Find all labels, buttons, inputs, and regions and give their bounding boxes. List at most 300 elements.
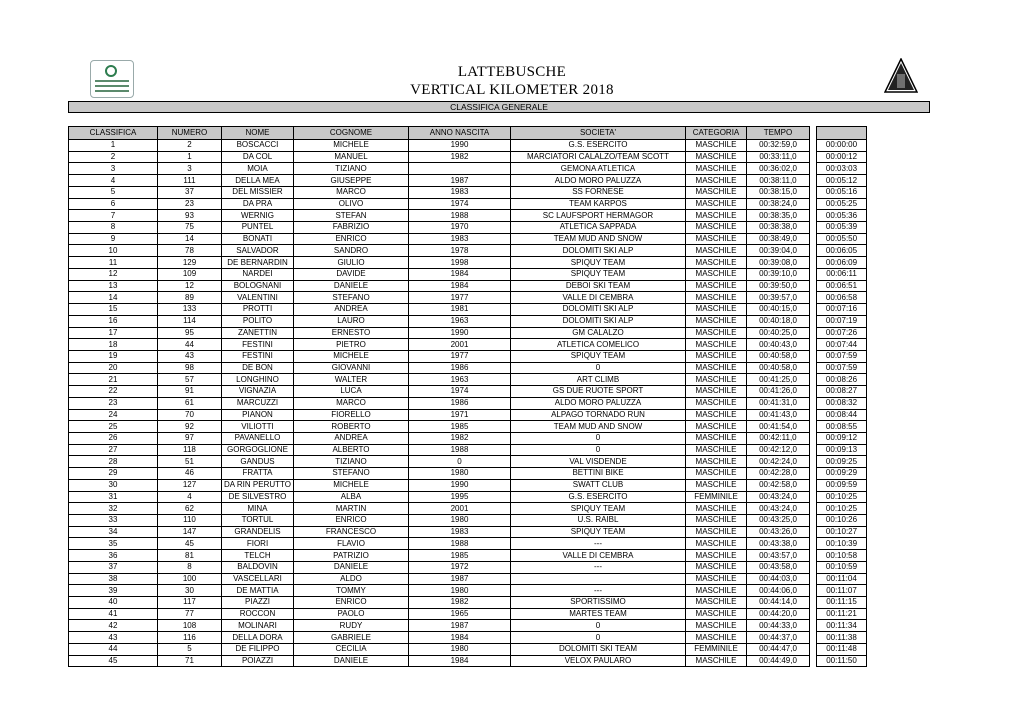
club-cell: SPIQUY TEAM (511, 257, 686, 269)
birth-year-cell: 2001 (409, 339, 511, 351)
gap-cell: 00:08:27 (817, 386, 867, 398)
gap-cell: 00:09:12 (817, 432, 867, 444)
birth-year-cell: 1965 (409, 608, 511, 620)
first-name-cell: MINA (222, 503, 294, 515)
rank-cell: 34 (69, 526, 158, 538)
table-row (69, 608, 867, 620)
rank-cell: 8 (69, 222, 158, 234)
column-header: COGNOME (294, 127, 409, 140)
gap-cell: 00:05:12 (817, 175, 867, 187)
time-cell: 00:43:24,0 (747, 491, 810, 503)
club-cell: G.S. ESERCITO (511, 140, 686, 152)
first-name-cell: PROTTI (222, 304, 294, 316)
bib-number-cell: 118 (158, 444, 222, 456)
first-name-cell: DA RIN PERUTTO (222, 479, 294, 491)
time-cell: 00:41:54,0 (747, 421, 810, 433)
table-header-row (69, 127, 867, 140)
last-name-cell: PAOLO (294, 608, 409, 620)
time-cell: 00:42:12,0 (747, 444, 810, 456)
first-name-cell: LONGHINO (222, 374, 294, 386)
first-name-cell: BONATI (222, 233, 294, 245)
table-row (69, 350, 867, 362)
gap-cell: 00:06:58 (817, 292, 867, 304)
gap-cell: 00:10:59 (817, 561, 867, 573)
bib-number-cell: 116 (158, 632, 222, 644)
category-cell: MASCHILE (686, 432, 747, 444)
club-cell: GS DUE RUOTE SPORT (511, 386, 686, 398)
gap-cell: 00:05:39 (817, 222, 867, 234)
column-gap (810, 526, 817, 538)
column-gap (810, 386, 817, 398)
time-cell: 00:44:20,0 (747, 608, 810, 620)
time-cell: 00:43:58,0 (747, 561, 810, 573)
first-name-cell: BALDOVIN (222, 561, 294, 573)
table-row (69, 315, 867, 327)
category-cell: MASCHILE (686, 456, 747, 468)
first-name-cell: PUNTEL (222, 222, 294, 234)
birth-year-cell: 1984 (409, 280, 511, 292)
category-cell: FEMMINILE (686, 643, 747, 655)
rank-cell: 33 (69, 515, 158, 527)
last-name-cell: TOMMY (294, 585, 409, 597)
first-name-cell: BOSCACCI (222, 140, 294, 152)
category-cell: MASCHILE (686, 573, 747, 585)
time-cell: 00:41:25,0 (747, 374, 810, 386)
gap-cell: 00:06:05 (817, 245, 867, 257)
last-name-cell: ANDREA (294, 432, 409, 444)
rank-cell: 9 (69, 233, 158, 245)
time-cell: 00:41:26,0 (747, 386, 810, 398)
club-cell: ALDO MORO PALUZZA (511, 397, 686, 409)
bib-number-cell: 45 (158, 538, 222, 550)
column-gap (810, 304, 817, 316)
gap-cell: 00:11:15 (817, 597, 867, 609)
club-cell: VALLE DI CEMBRA (511, 292, 686, 304)
rank-cell: 29 (69, 468, 158, 480)
rank-cell: 5 (69, 186, 158, 198)
birth-year-cell: 1984 (409, 268, 511, 280)
bib-number-cell: 114 (158, 315, 222, 327)
column-gap (810, 233, 817, 245)
rank-cell: 14 (69, 292, 158, 304)
rank-cell: 23 (69, 397, 158, 409)
birth-year-cell: 1985 (409, 550, 511, 562)
bib-number-cell: 91 (158, 386, 222, 398)
category-cell: MASCHILE (686, 175, 747, 187)
table-row (69, 257, 867, 269)
column-gap (810, 468, 817, 480)
birth-year-cell: 1974 (409, 198, 511, 210)
table-row (69, 468, 867, 480)
birth-year-cell: 1983 (409, 526, 511, 538)
time-cell: 00:38:15,0 (747, 186, 810, 198)
first-name-cell: DE SILVESTRO (222, 491, 294, 503)
category-cell: MASCHILE (686, 198, 747, 210)
time-cell: 00:39:08,0 (747, 257, 810, 269)
table-row (69, 163, 867, 175)
bib-number-cell: 75 (158, 222, 222, 234)
table-row (69, 268, 867, 280)
club-cell: ART CLIMB (511, 374, 686, 386)
gap-cell: 00:07:16 (817, 304, 867, 316)
club-cell: TEAM MUD AND SNOW (511, 421, 686, 433)
last-name-cell: STEFAN (294, 210, 409, 222)
first-name-cell: ROCCON (222, 608, 294, 620)
bib-number-cell: 5 (158, 643, 222, 655)
birth-year-cell (409, 163, 511, 175)
bib-number-cell: 81 (158, 550, 222, 562)
column-header: ANNO NASCITA (409, 127, 511, 140)
category-cell: MASCHILE (686, 538, 747, 550)
birth-year-cell: 1983 (409, 186, 511, 198)
last-name-cell: SANDRO (294, 245, 409, 257)
time-cell: 00:40:15,0 (747, 304, 810, 316)
gap-cell: 00:10:39 (817, 538, 867, 550)
club-cell: GM CALALZO (511, 327, 686, 339)
gap-cell: 00:07:59 (817, 350, 867, 362)
gap-cell: 00:11:07 (817, 585, 867, 597)
gap-cell: 00:09:59 (817, 479, 867, 491)
bib-number-cell: 2 (158, 140, 222, 152)
category-cell: MASCHILE (686, 468, 747, 480)
bib-number-cell: 46 (158, 468, 222, 480)
table-row (69, 175, 867, 187)
rank-cell: 13 (69, 280, 158, 292)
time-cell: 00:32:59,0 (747, 140, 810, 152)
club-cell: SPIQUY TEAM (511, 526, 686, 538)
bib-number-cell: 127 (158, 479, 222, 491)
bib-number-cell: 110 (158, 515, 222, 527)
time-cell: 00:43:24,0 (747, 503, 810, 515)
club-cell: SPIQUY TEAM (511, 503, 686, 515)
gap-cell: 00:00:12 (817, 151, 867, 163)
birth-year-cell: 1963 (409, 374, 511, 386)
gap-cell: 00:10:25 (817, 491, 867, 503)
rank-cell: 17 (69, 327, 158, 339)
bib-number-cell: 70 (158, 409, 222, 421)
birth-year-cell: 1990 (409, 327, 511, 339)
category-cell: MASCHILE (686, 526, 747, 538)
first-name-cell: PIANON (222, 409, 294, 421)
rank-cell: 11 (69, 257, 158, 269)
column-gap (810, 421, 817, 433)
first-name-cell: DELLA MEA (222, 175, 294, 187)
category-cell: MASCHILE (686, 503, 747, 515)
time-cell: 00:39:50,0 (747, 280, 810, 292)
birth-year-cell: 1983 (409, 233, 511, 245)
gap-cell: 00:08:26 (817, 374, 867, 386)
gap-cell: 00:11:21 (817, 608, 867, 620)
column-gap (810, 222, 817, 234)
column-gap (810, 550, 817, 562)
category-cell: MASCHILE (686, 561, 747, 573)
table-row (69, 444, 867, 456)
first-name-cell: VASCELLARI (222, 573, 294, 585)
rank-cell: 41 (69, 608, 158, 620)
table-row (69, 503, 867, 515)
category-cell: MASCHILE (686, 386, 747, 398)
time-cell: 00:41:43,0 (747, 409, 810, 421)
gap-cell: 00:09:25 (817, 456, 867, 468)
last-name-cell: STEFANO (294, 292, 409, 304)
column-gap (810, 597, 817, 609)
club-cell: SPIQUY TEAM (511, 268, 686, 280)
category-cell: MASCHILE (686, 292, 747, 304)
time-cell: 00:42:58,0 (747, 479, 810, 491)
last-name-cell: WALTER (294, 374, 409, 386)
column-gap (810, 491, 817, 503)
gap-cell: 00:11:50 (817, 655, 867, 667)
first-name-cell: PAVANELLO (222, 432, 294, 444)
bib-number-cell: 93 (158, 210, 222, 222)
bib-number-cell: 129 (158, 257, 222, 269)
gap-cell: 00:10:58 (817, 550, 867, 562)
rank-cell: 43 (69, 632, 158, 644)
rank-cell: 39 (69, 585, 158, 597)
first-name-cell: FESTINI (222, 339, 294, 351)
last-name-cell: RUDY (294, 620, 409, 632)
last-name-cell: FRANCESCO (294, 526, 409, 538)
club-cell: MARCIATORI CALALZO/TEAM SCOTT (511, 151, 686, 163)
bib-number-cell: 8 (158, 561, 222, 573)
gap-cell: 00:07:59 (817, 362, 867, 374)
column-gap (810, 538, 817, 550)
category-cell: MASCHILE (686, 268, 747, 280)
gap-cell: 00:10:25 (817, 503, 867, 515)
column-gap (810, 643, 817, 655)
birth-year-cell: 1995 (409, 491, 511, 503)
column-gap (810, 292, 817, 304)
last-name-cell: GABRIELE (294, 632, 409, 644)
gap-cell: 00:10:26 (817, 515, 867, 527)
time-cell: 00:39:04,0 (747, 245, 810, 257)
first-name-cell: SALVADOR (222, 245, 294, 257)
rank-cell: 31 (69, 491, 158, 503)
time-cell: 00:38:38,0 (747, 222, 810, 234)
first-name-cell: FESTINI (222, 350, 294, 362)
time-cell: 00:38:24,0 (747, 198, 810, 210)
column-header: NUMERO (158, 127, 222, 140)
table-row (69, 632, 867, 644)
category-cell: MASCHILE (686, 186, 747, 198)
column-gap (810, 280, 817, 292)
rank-cell: 28 (69, 456, 158, 468)
gap-cell: 00:05:36 (817, 210, 867, 222)
club-cell: ALDO MORO PALUZZA (511, 175, 686, 187)
last-name-cell: PATRIZIO (294, 550, 409, 562)
time-cell: 00:44:47,0 (747, 643, 810, 655)
last-name-cell: GIOVANNI (294, 362, 409, 374)
vertical-kilometer-logo-icon (884, 58, 918, 94)
table-row (69, 245, 867, 257)
bib-number-cell: 77 (158, 608, 222, 620)
birth-year-cell: 1990 (409, 140, 511, 152)
last-name-cell: DANIELE (294, 280, 409, 292)
birth-year-cell: 1986 (409, 362, 511, 374)
first-name-cell: DELLA DORA (222, 632, 294, 644)
time-cell: 00:39:57,0 (747, 292, 810, 304)
birth-year-cell: 1987 (409, 573, 511, 585)
last-name-cell: MANUEL (294, 151, 409, 163)
table-row (69, 362, 867, 374)
last-name-cell: FIORELLO (294, 409, 409, 421)
table-row (69, 280, 867, 292)
rank-cell: 12 (69, 268, 158, 280)
club-cell: DOLOMITI SKI ALP (511, 315, 686, 327)
category-cell: MASCHILE (686, 327, 747, 339)
category-cell: MASCHILE (686, 151, 747, 163)
table-row (69, 515, 867, 527)
gap-cell: 00:06:11 (817, 268, 867, 280)
table-row (69, 304, 867, 316)
first-name-cell: GORGOGLIONE (222, 444, 294, 456)
column-gap (810, 374, 817, 386)
document-subtitle: VERTICAL KILOMETER 2018 (410, 82, 614, 98)
birth-year-cell: 1980 (409, 585, 511, 597)
table-row (69, 561, 867, 573)
gap-cell: 00:07:44 (817, 339, 867, 351)
bib-number-cell: 44 (158, 339, 222, 351)
birth-year-cell: 1974 (409, 386, 511, 398)
column-gap (810, 397, 817, 409)
rank-cell: 7 (69, 210, 158, 222)
first-name-cell: FRATTA (222, 468, 294, 480)
time-cell: 00:42:11,0 (747, 432, 810, 444)
rank-cell: 24 (69, 409, 158, 421)
table-row (69, 538, 867, 550)
gap-cell: 00:05:50 (817, 233, 867, 245)
table-row (69, 409, 867, 421)
birth-year-cell: 2001 (409, 503, 511, 515)
rank-cell: 25 (69, 421, 158, 433)
rank-cell: 38 (69, 573, 158, 585)
time-cell: 00:44:06,0 (747, 585, 810, 597)
club-cell: DOLOMITI SKI ALP (511, 245, 686, 257)
time-cell: 00:36:02,0 (747, 163, 810, 175)
gap-cell: 00:11:04 (817, 573, 867, 585)
category-cell: MASCHILE (686, 280, 747, 292)
column-header (817, 127, 867, 140)
table-row (69, 491, 867, 503)
bib-number-cell: 51 (158, 456, 222, 468)
table-row (69, 339, 867, 351)
birth-year-cell: 1977 (409, 350, 511, 362)
birth-year-cell: 1985 (409, 421, 511, 433)
table-row (69, 210, 867, 222)
time-cell: 00:38:11,0 (747, 175, 810, 187)
first-name-cell: TELCH (222, 550, 294, 562)
birth-year-cell: 1980 (409, 643, 511, 655)
club-cell: SC LAUFSPORT HERMAGOR (511, 210, 686, 222)
gap-cell: 00:08:55 (817, 421, 867, 433)
last-name-cell: TIZIANO (294, 456, 409, 468)
last-name-cell: ALBA (294, 491, 409, 503)
column-gap (810, 210, 817, 222)
bib-number-cell: 98 (158, 362, 222, 374)
last-name-cell: FABRIZIO (294, 222, 409, 234)
category-cell: MASCHILE (686, 315, 747, 327)
column-header: TEMPO (747, 127, 810, 140)
time-cell: 00:40:43,0 (747, 339, 810, 351)
birth-year-cell: 1981 (409, 304, 511, 316)
rank-cell: 32 (69, 503, 158, 515)
first-name-cell: DE BERNARDIN (222, 257, 294, 269)
gap-cell: 00:10:27 (817, 526, 867, 538)
last-name-cell: DAVIDE (294, 268, 409, 280)
table-row (69, 140, 867, 152)
gap-cell: 00:09:29 (817, 468, 867, 480)
column-gap (810, 140, 817, 152)
last-name-cell: ENRICO (294, 597, 409, 609)
rank-cell: 44 (69, 643, 158, 655)
birth-year-cell: 1990 (409, 479, 511, 491)
birth-year-cell: 0 (409, 456, 511, 468)
column-gap (810, 409, 817, 421)
category-cell: MASCHILE (686, 608, 747, 620)
bib-number-cell: 3 (158, 163, 222, 175)
column-header: SOCIETA' (511, 127, 686, 140)
column-gap (810, 362, 817, 374)
rank-cell: 26 (69, 432, 158, 444)
first-name-cell: WERNIG (222, 210, 294, 222)
club-cell: 0 (511, 620, 686, 632)
column-gap (810, 573, 817, 585)
first-name-cell: DEL MISSIER (222, 186, 294, 198)
rank-cell: 22 (69, 386, 158, 398)
club-cell: VALLE DI CEMBRA (511, 550, 686, 562)
column-gap (810, 198, 817, 210)
table-row (69, 397, 867, 409)
first-name-cell: DA COL (222, 151, 294, 163)
birth-year-cell: 1984 (409, 632, 511, 644)
column-header: CATEGORIA (686, 127, 747, 140)
bib-number-cell: 23 (158, 198, 222, 210)
first-name-cell: BOLOGNANI (222, 280, 294, 292)
rank-cell: 16 (69, 315, 158, 327)
category-cell: MASCHILE (686, 374, 747, 386)
gap-cell: 00:07:26 (817, 327, 867, 339)
category-cell: MASCHILE (686, 515, 747, 527)
time-cell: 00:40:25,0 (747, 327, 810, 339)
last-name-cell: ERNESTO (294, 327, 409, 339)
column-gap (810, 186, 817, 198)
last-name-cell: FLAVIO (294, 538, 409, 550)
first-name-cell: POIAZZI (222, 655, 294, 667)
last-name-cell: MICHELE (294, 140, 409, 152)
column-gap (810, 632, 817, 644)
column-gap (810, 655, 817, 667)
column-gap (810, 339, 817, 351)
club-cell: --- (511, 561, 686, 573)
birth-year-cell: 1988 (409, 210, 511, 222)
category-cell: MASCHILE (686, 257, 747, 269)
first-name-cell: MOIA (222, 163, 294, 175)
category-cell: MASCHILE (686, 550, 747, 562)
last-name-cell: CECILIA (294, 643, 409, 655)
rank-cell: 19 (69, 350, 158, 362)
first-name-cell: NARDEI (222, 268, 294, 280)
rank-cell: 30 (69, 479, 158, 491)
club-cell: SWATT CLUB (511, 479, 686, 491)
gap-cell: 00:05:16 (817, 186, 867, 198)
rank-cell: 10 (69, 245, 158, 257)
club-cell: VAL VISDENDE (511, 456, 686, 468)
column-gap (810, 315, 817, 327)
category-cell: MASCHILE (686, 304, 747, 316)
club-cell: G.S. ESERCITO (511, 491, 686, 503)
bib-number-cell: 95 (158, 327, 222, 339)
club-cell: 0 (511, 432, 686, 444)
